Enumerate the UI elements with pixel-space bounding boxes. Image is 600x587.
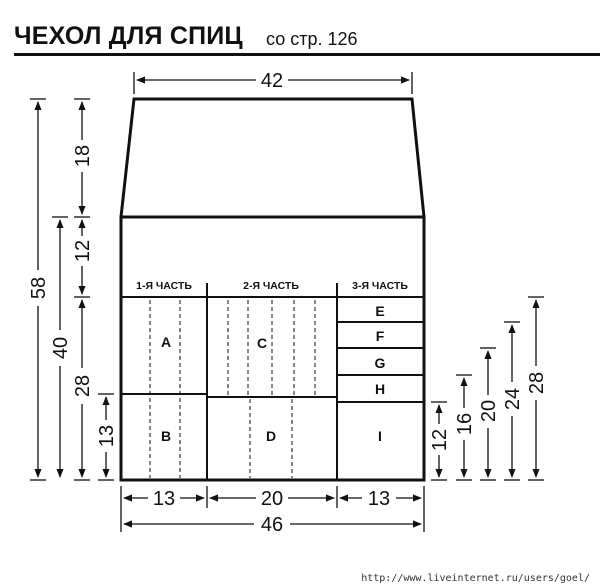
- section-label-b: B: [160, 428, 172, 444]
- dim-right-28: 28: [526, 371, 548, 395]
- dim-bottom-segment-3: 13: [367, 488, 391, 510]
- part-label-3: 3-Я ЧАСТЬ: [352, 280, 408, 292]
- dim-right-20: 20: [478, 399, 500, 423]
- page-title: ЧЕХОЛ ДЛЯ СПИЦ: [14, 22, 243, 50]
- dim-right-12: 12: [429, 428, 451, 452]
- dim-left-lower-pocket: 13: [96, 424, 118, 448]
- section-label-f: F: [375, 328, 385, 344]
- part-label-2: 2-Я ЧАСТЬ: [243, 280, 299, 292]
- section-label-i: I: [378, 428, 382, 444]
- dim-bottom-width: 46: [260, 514, 284, 536]
- dim-left-flap: 18: [72, 144, 94, 168]
- dim-left-total: 58: [28, 276, 50, 300]
- part-label-1: 1-Я ЧАСТЬ: [136, 280, 192, 292]
- dim-right-16: 16: [454, 412, 476, 436]
- source-url: http://www.liveinternet.ru/users/goel/: [361, 573, 590, 584]
- section-label-e: E: [375, 303, 385, 319]
- section-label-g: G: [374, 355, 386, 371]
- dim-top-width: 42: [260, 70, 284, 92]
- section-label-c: C: [256, 335, 268, 351]
- section-label-h: H: [374, 381, 386, 397]
- dim-left-top-band: 12: [72, 239, 94, 263]
- section-label-a: A: [160, 334, 172, 350]
- dim-left-pockets: 28: [72, 374, 94, 398]
- page-subtitle: со стр. 126: [266, 29, 358, 49]
- flap-outline: [121, 99, 424, 217]
- dim-bottom-segment-1: 13: [152, 488, 176, 510]
- dim-right-24: 24: [502, 387, 524, 411]
- section-label-d: D: [265, 428, 277, 444]
- dim-left-body: 40: [50, 336, 72, 360]
- dim-bottom-segment-2: 20: [260, 488, 284, 510]
